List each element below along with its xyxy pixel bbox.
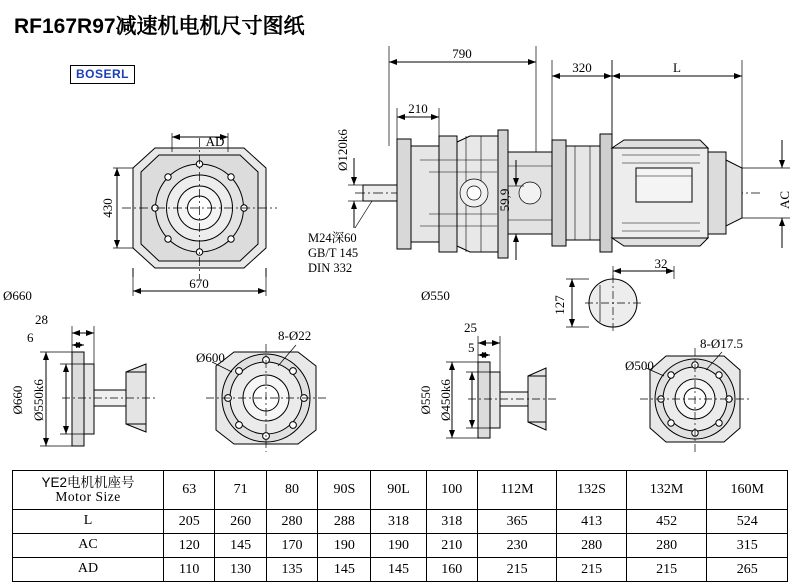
cell-AC-6: 230 [477, 534, 556, 558]
label-AC: AC [777, 190, 792, 210]
label-AD: AD [205, 134, 225, 149]
cell-AC-3: 190 [318, 534, 371, 558]
cell-size-3: 90S [318, 471, 371, 510]
spec-table [12, 470, 788, 582]
cell-AD-3: 145 [318, 558, 371, 582]
cell-AD-6: 215 [477, 558, 556, 582]
label-500: Ø500 [625, 358, 654, 373]
table-row-L [13, 510, 788, 534]
label-660: Ø660 [10, 385, 25, 415]
cell-L-4: 318 [371, 510, 426, 534]
label-320: 320 [572, 60, 592, 75]
label-550: Ø550 [418, 385, 433, 415]
cell-AD-4: 145 [371, 558, 426, 582]
label-holes-22: 8-Ø22 [278, 328, 312, 343]
cell-AD-1: 130 [215, 558, 266, 582]
label-550k6: Ø550k6 [31, 379, 46, 421]
label-430: 430 [100, 198, 115, 218]
label-127: 127 [552, 295, 567, 315]
label-L: L [673, 60, 681, 75]
cell-L-2: 280 [266, 510, 317, 534]
view-flange-500 [640, 348, 750, 452]
label-600: Ø600 [196, 350, 225, 365]
cell-size-0: 63 [164, 471, 215, 510]
row-header-L: L [13, 510, 164, 534]
label-59-9: 59,9 [497, 188, 512, 212]
label-holes-17-5: 8-Ø17.5 [700, 336, 743, 351]
view-assembly [355, 130, 760, 258]
view-key-section [566, 266, 674, 331]
cell-AD-0: 110 [164, 558, 215, 582]
dim-790 [389, 46, 536, 152]
cell-AD-5: 160 [426, 558, 477, 582]
label-670: 670 [189, 276, 209, 291]
cell-size-9: 160M [707, 471, 788, 510]
note-m24: M24深60 [308, 231, 357, 245]
row-header-motor-size: YE2电机机座号 Motor Size [13, 471, 164, 510]
cell-AC-4: 190 [371, 534, 426, 558]
label-25: 25 [464, 320, 477, 335]
page-title: RF167R97减速机电机尺寸图纸 [14, 15, 305, 38]
leader-M24 [355, 201, 372, 228]
label-6: 6 [27, 330, 34, 345]
table-row-AC [13, 534, 788, 558]
cell-size-1: 71 [215, 471, 266, 510]
brand-logo: BOSERL [70, 65, 135, 84]
row-header-AC: AC [13, 534, 164, 558]
cell-size-8: 132M [626, 471, 707, 510]
cell-size-5: 100 [426, 471, 477, 510]
cell-L-7: 413 [557, 510, 627, 534]
view-shaft-left [40, 326, 156, 446]
cell-AD-9: 265 [707, 558, 788, 582]
cell-size-2: 80 [266, 471, 317, 510]
label-790: 790 [452, 46, 472, 61]
view-front-left [122, 138, 277, 279]
cell-AC-9: 315 [707, 534, 788, 558]
cell-AC-7: 280 [557, 534, 627, 558]
cell-size-7: 132S [557, 471, 627, 510]
cell-AD-2: 135 [266, 558, 317, 582]
cell-L-5: 318 [426, 510, 477, 534]
label-550-mid: Ø550 [421, 288, 450, 303]
label-28: 28 [35, 312, 48, 327]
cell-L-3: 288 [318, 510, 371, 534]
label-120k6: Ø120k6 [335, 129, 350, 171]
cell-AC-5: 210 [426, 534, 477, 558]
label-660-top: Ø660 [3, 288, 32, 303]
view-shaft-right [446, 336, 556, 438]
cell-L-0: 205 [164, 510, 215, 534]
cell-L-9: 524 [707, 510, 788, 534]
note-din: DIN 332 [308, 261, 353, 275]
cell-AC-0: 120 [164, 534, 215, 558]
note-gb: GB/T 145 [308, 246, 359, 260]
label-32: 32 [654, 256, 668, 271]
cell-L-1: 260 [215, 510, 266, 534]
table-row-header [13, 471, 788, 510]
cell-L-6: 365 [477, 510, 556, 534]
table-row-AD [13, 558, 788, 582]
cell-AC-1: 145 [215, 534, 266, 558]
cell-size-4: 90L [371, 471, 426, 510]
label-5: 5 [468, 340, 475, 355]
label-450k6: Ø450k6 [438, 379, 453, 421]
label-210: 210 [408, 101, 428, 116]
cell-AC-2: 170 [266, 534, 317, 558]
cell-L-8: 452 [626, 510, 707, 534]
row-header-AD: AD [13, 558, 164, 582]
cell-size-6: 112M [477, 471, 556, 510]
cell-AD-7: 215 [557, 558, 627, 582]
cell-AC-8: 280 [626, 534, 707, 558]
cell-AD-8: 215 [626, 558, 707, 582]
